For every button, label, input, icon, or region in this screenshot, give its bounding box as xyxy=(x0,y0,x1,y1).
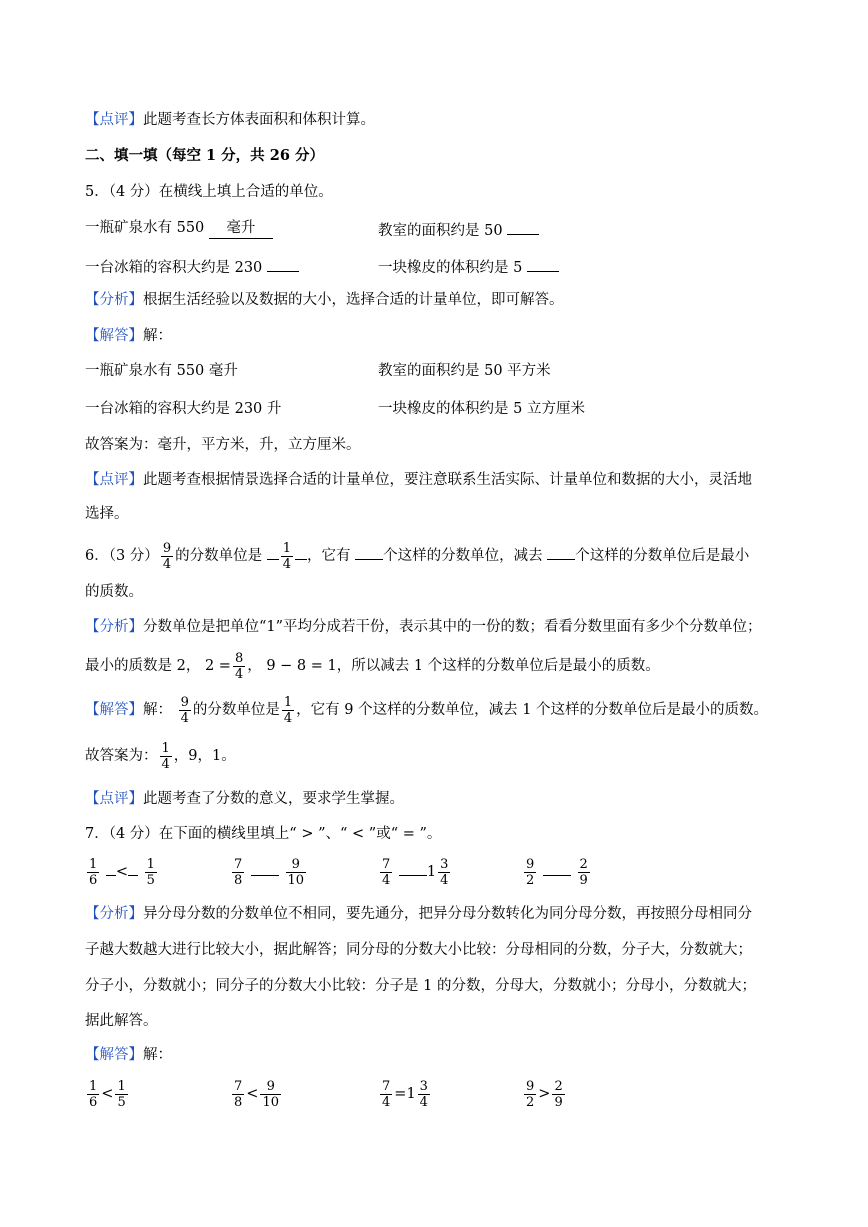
analysis-text: 最小的质数是 2， xyxy=(85,658,201,674)
q7-item-d xyxy=(522,854,592,890)
numerator: 9 xyxy=(526,1078,535,1094)
q6-analysis-l1 xyxy=(85,617,762,637)
q7-ans-d xyxy=(522,1076,567,1112)
answer-tag: 【解答】 xyxy=(85,1047,143,1063)
q7-ans-b xyxy=(230,1076,283,1112)
blank-line xyxy=(543,859,571,876)
denominator: 5 xyxy=(146,872,155,888)
analysis-tag: 【分析】 xyxy=(85,906,143,922)
numerator: 7 xyxy=(382,856,391,872)
q5-row1-right-text: 教室的面积约是 50 xyxy=(378,223,503,239)
equation-lhs: 2 = xyxy=(204,658,231,674)
q5-row1-right-blank xyxy=(507,218,539,235)
answer-lead: 解： xyxy=(143,328,172,344)
numerator: 3 xyxy=(419,1078,428,1094)
q7-analysis-l1 xyxy=(85,904,752,924)
blank-line xyxy=(267,543,279,560)
q5-row1-left-text: 一瓶矿泉水有 550 xyxy=(85,220,205,236)
q6-comment xyxy=(85,789,404,809)
q6-final xyxy=(85,738,236,774)
fraction xyxy=(578,857,590,888)
fraction xyxy=(524,857,536,888)
q6-answer xyxy=(85,692,768,728)
comment-text: 此题考查长方体表面积和体积计算。 xyxy=(143,112,375,128)
numerator: 1 xyxy=(89,856,98,872)
q5-stem: 5．（4 分）在横线上填上合适的单位。 xyxy=(85,184,333,200)
compare-symbol: > xyxy=(538,1086,551,1102)
fraction xyxy=(87,857,99,888)
analysis-tag: 【分析】 xyxy=(85,619,143,635)
blank-line xyxy=(128,859,138,876)
q5-row2-left-blank xyxy=(267,255,299,272)
numerator: 1 xyxy=(283,694,293,710)
q5-row1-left xyxy=(85,218,273,239)
fraction xyxy=(232,857,244,888)
q5-ans-r1-right: 教室的面积约是 50 平方米 xyxy=(378,363,551,379)
denominator: 4 xyxy=(282,556,291,572)
blank-line xyxy=(106,859,116,876)
fraction xyxy=(282,695,294,726)
denominator: 4 xyxy=(162,556,172,572)
analysis-text: 异分母分数的分数单位不相同，要先通分，把异分母分数转化为同分母分数，再按照分母相同分 xyxy=(143,906,752,922)
q5-final: 故答案为：毫升，平方米，升，立方厘米。 xyxy=(85,437,361,453)
answer-tag: 【解答】 xyxy=(85,702,143,718)
comment-text: 此题考查了分数的意义，要求学生掌握。 xyxy=(143,791,404,807)
denominator: 4 xyxy=(382,872,391,888)
fraction xyxy=(145,857,157,888)
denominator: 4 xyxy=(440,872,449,888)
denominator: 10 xyxy=(262,1094,279,1110)
denominator: 4 xyxy=(382,1094,391,1110)
blank-line xyxy=(251,859,279,876)
denominator: 4 xyxy=(283,710,293,726)
denominator: 9 xyxy=(579,872,588,888)
q6-analysis-l2: 最小的质数是 2， 2 = $\frac{8}{4}$ ， 9 − 8 = 1，所以减去 1 个这样的分数单位后是最小的质数。 xyxy=(85,650,660,682)
section-title: 二、填一填（每空 1 分，共 26 分） xyxy=(85,147,324,164)
numerator: 1 xyxy=(117,1078,126,1094)
numerator: 3 xyxy=(440,856,449,872)
q7-analysis-l4: 据此解答。 xyxy=(85,1013,158,1029)
q6-stem-mid1: 的分数单位是 xyxy=(175,548,263,564)
q5-ans-r2-right: 一块橡皮的体积约是 5 立方厘米 xyxy=(378,401,585,417)
q5-row1-left-fill: 毫升 xyxy=(209,218,273,239)
fraction xyxy=(286,857,307,888)
q7-item-b xyxy=(230,854,308,890)
numerator: 2 xyxy=(554,1078,563,1094)
whole-number: 1 xyxy=(426,864,437,880)
q5-answer-lead xyxy=(85,326,172,346)
fraction xyxy=(115,1079,127,1110)
numerator: 8 xyxy=(234,650,244,666)
fraction xyxy=(179,695,191,726)
numerator: 9 xyxy=(162,540,172,556)
comment-text: 此题考查根据情景选择合适的计量单位，要注意联系生活实际、计量单位和数据的大小，灵活地 xyxy=(143,472,752,488)
denominator: 10 xyxy=(287,872,305,888)
q5-row2-right xyxy=(378,255,559,278)
denominator: 4 xyxy=(161,756,170,772)
denominator: 6 xyxy=(89,872,98,888)
q7-analysis-l3: 分子小，分数就小；同分子的分数大小比较：分子是 1 的分数，分母大，分数就小；分母小，分数就大； xyxy=(85,978,756,994)
fraction xyxy=(438,857,450,888)
q6-stem-mid3: 个这样的分数单位，减去 xyxy=(383,548,543,564)
fraction-fill xyxy=(281,541,293,572)
answer-text: ，它有 9 个这样的分数单位，减去 1 个这样的分数单位后是最小的质数。 xyxy=(296,702,769,718)
fraction xyxy=(524,1079,536,1110)
q7-analysis-l2: 子越大数越大进行比较大小，据此解答；同分母的分数大小比较：分母相同的分数，分子大，分数就大； xyxy=(85,942,752,958)
q5-row2-right-text: 一块橡皮的体积约是 5 xyxy=(378,260,523,276)
numerator: 1 xyxy=(89,1078,98,1094)
numerator: 2 xyxy=(579,856,588,872)
q7-item-a xyxy=(85,854,159,890)
numerator: 7 xyxy=(382,1078,391,1094)
analysis-text: 根据生活经验以及数据的大小，选择合适的计量单位，即可解答。 xyxy=(143,292,564,308)
compare-symbol: < xyxy=(101,1086,114,1102)
compare-symbol: < xyxy=(246,1086,259,1102)
denominator: 6 xyxy=(89,1094,98,1110)
denominator: 5 xyxy=(117,1094,126,1110)
compare-symbol: < xyxy=(115,864,129,880)
q7-ans-a xyxy=(85,1076,130,1112)
q5-ans-r1-left: 一瓶矿泉水有 550 毫升 xyxy=(85,363,238,379)
q6-stem-mid4: 个这样的分数单位后是最小 xyxy=(575,548,750,564)
comment-tag: 【点评】 xyxy=(85,472,143,488)
answer-lead: 解： xyxy=(143,1047,172,1063)
q7-item-c xyxy=(378,854,452,890)
q5-comment-l1 xyxy=(85,470,752,490)
equation: 9 − 8 = 1 xyxy=(266,658,337,674)
numerator: 9 xyxy=(526,856,535,872)
blank-line xyxy=(399,859,427,876)
numerator: 9 xyxy=(180,694,189,710)
fraction xyxy=(233,651,245,682)
numerator: 9 xyxy=(266,1078,275,1094)
blank-line xyxy=(295,543,307,560)
fraction xyxy=(418,1079,430,1110)
q5-ans-r2-left: 一台冰箱的容积大约是 230 升 xyxy=(85,401,282,417)
numerator: 7 xyxy=(234,1078,243,1094)
q4-comment xyxy=(85,110,375,130)
whole-number: 1 xyxy=(406,1086,416,1102)
analysis-tag: 【分析】 xyxy=(85,292,143,308)
denominator: 4 xyxy=(234,666,244,682)
q5-row2-right-blank xyxy=(527,255,559,272)
fraction xyxy=(380,857,392,888)
fraction xyxy=(552,1079,564,1110)
fraction xyxy=(232,1079,244,1110)
denominator: 4 xyxy=(180,710,189,726)
final-post: ，9，1。 xyxy=(173,748,236,764)
blank-line xyxy=(547,543,575,560)
fraction xyxy=(160,741,172,772)
compare-symbol: = xyxy=(394,1086,407,1102)
q5-row2-left-text: 一台冰箱的容积大约是 230 xyxy=(85,260,263,276)
numerator: 1 xyxy=(282,540,291,556)
denominator: 9 xyxy=(554,1094,563,1110)
numerator: 7 xyxy=(234,856,243,872)
q5-row1-right xyxy=(378,218,539,241)
answer-tag: 【解答】 xyxy=(85,328,143,344)
q6-stem xyxy=(85,538,749,574)
denominator: 2 xyxy=(526,872,535,888)
q7-stem: 7．（4 分）在下面的横线里填上“ > ”、“ < ”或“ = ”。 xyxy=(85,826,442,842)
q7-ans-c xyxy=(378,1076,432,1112)
denominator: 8 xyxy=(234,872,243,888)
blank-line xyxy=(355,543,383,560)
q6-stem-l2: 的质数。 xyxy=(85,584,143,600)
q5-row2-left xyxy=(85,255,299,278)
q6-stem-pre: 6．（3 分） xyxy=(85,548,159,564)
answer-text: 的分数单位是 xyxy=(192,702,280,718)
comment-tag: 【点评】 xyxy=(85,791,143,807)
q5-comment-l2: 选择。 xyxy=(85,506,129,522)
comment-tag: 【点评】 xyxy=(85,112,143,128)
analysis-text: ，所以减去 1 个这样的分数单位后是最小的质数。 xyxy=(336,658,660,674)
denominator: 8 xyxy=(234,1094,243,1110)
numerator: 1 xyxy=(146,856,155,872)
numerator: 9 xyxy=(291,856,300,872)
q6-stem-mid2: ，它有 xyxy=(306,548,351,564)
fraction xyxy=(87,1079,99,1110)
fraction xyxy=(260,1079,281,1110)
final-pre: 故答案为： xyxy=(85,748,158,764)
fraction xyxy=(380,1079,392,1110)
denominator: 4 xyxy=(419,1094,428,1110)
q7-answer-lead xyxy=(85,1045,172,1065)
fraction xyxy=(161,541,173,572)
q5-analysis xyxy=(85,290,564,310)
answer-lead: 解： xyxy=(143,702,172,718)
analysis-text: 分数单位是把单位“1”平均分成若干份，表示其中的一份的数；看看分数里面有多少个分数单位； xyxy=(143,619,762,635)
denominator: 2 xyxy=(526,1094,535,1110)
numerator: 1 xyxy=(161,740,170,756)
